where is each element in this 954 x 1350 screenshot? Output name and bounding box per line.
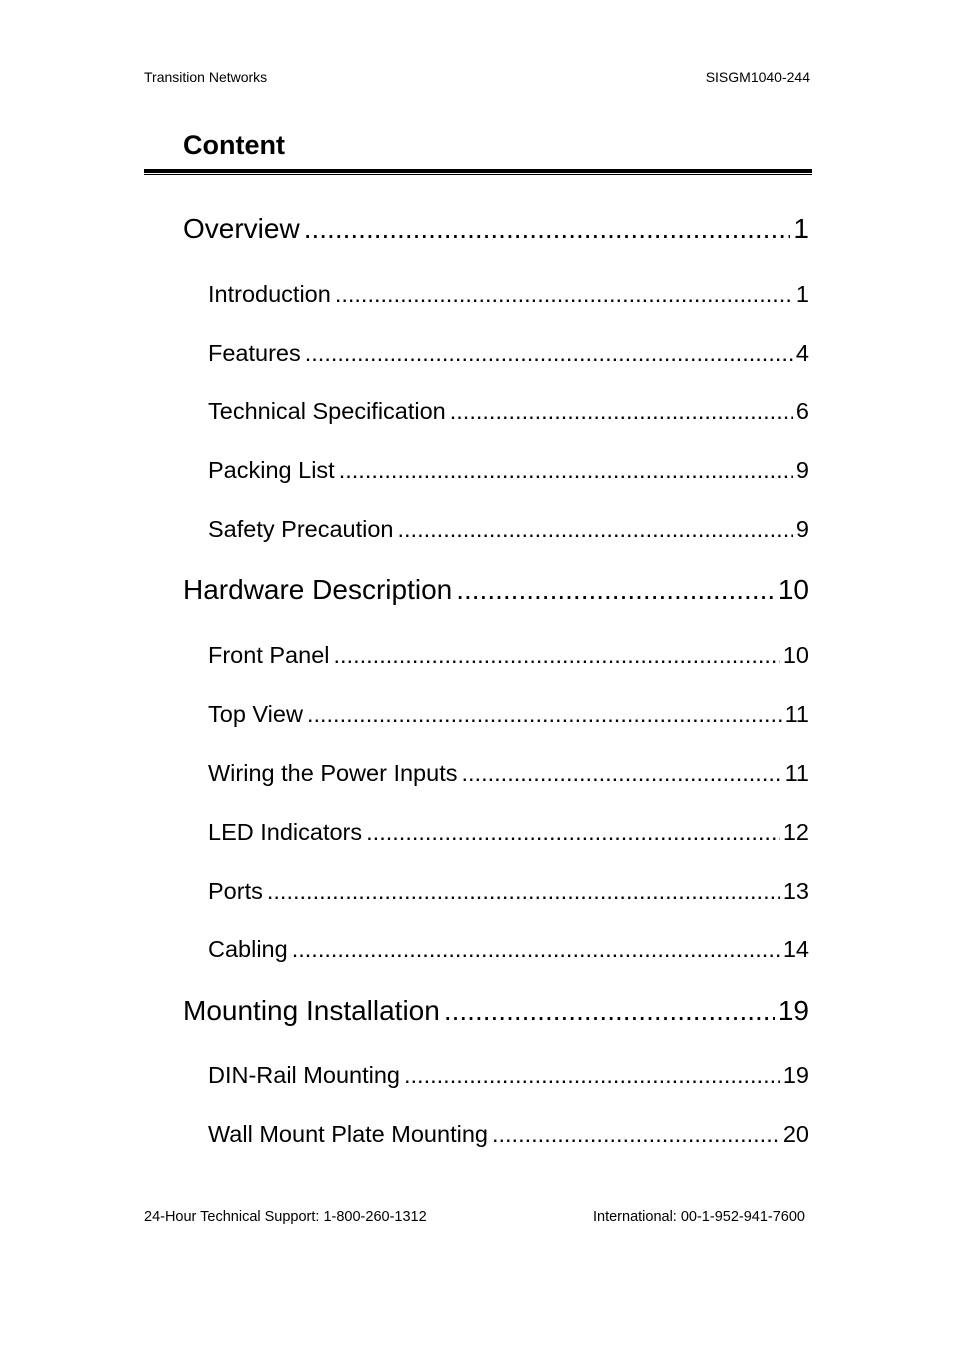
header-company: Transition Networks: [144, 69, 268, 85]
toc-page-number: 20: [782, 1121, 809, 1147]
toc-dot-leader: [292, 934, 780, 964]
toc-entry[interactable]: [208, 699, 809, 729]
toc-page-number: 10: [782, 642, 809, 668]
footer-international: International: 00-1-952-941-7600: [592, 1209, 805, 1225]
toc-label: Features: [208, 340, 301, 366]
toc-page-number: 12: [782, 819, 809, 845]
toc-label: Safety Precaution: [208, 516, 394, 542]
toc-page-number: 1: [793, 213, 809, 244]
toc-label: Top View: [208, 701, 303, 727]
toc-dot-leader: [267, 876, 780, 906]
toc-label: Wiring the Power Inputs: [208, 760, 458, 786]
toc-entry[interactable]: [208, 758, 809, 788]
toc-dot-leader: [461, 758, 781, 788]
toc-page-number: 19: [777, 995, 809, 1026]
footer-support: 24-Hour Technical Support: 1-800-260-1312: [144, 1209, 427, 1225]
toc-label: Cabling: [208, 936, 288, 962]
toc-page-number: 13: [782, 878, 809, 904]
toc-dot-leader: [492, 1119, 780, 1149]
toc-dot-leader: [444, 994, 775, 1028]
toc-entry[interactable]: [208, 1119, 809, 1149]
toc-page-number: 19: [782, 1062, 809, 1088]
toc-dot-leader: [333, 640, 779, 670]
toc-page-number: 6: [795, 398, 809, 424]
toc-entry[interactable]: [208, 640, 809, 670]
toc-section[interactable]: [183, 212, 809, 246]
toc-page-number: 11: [784, 701, 809, 727]
toc-page-number: 1: [795, 281, 809, 307]
toc-entry[interactable]: [208, 817, 809, 847]
toc-entry[interactable]: [208, 455, 809, 485]
toc-page-number: 9: [795, 516, 809, 542]
toc-section[interactable]: [183, 994, 809, 1028]
toc-label: Ports: [208, 878, 263, 904]
toc-dot-leader: [304, 212, 791, 246]
toc-label: Technical Specification: [208, 398, 446, 424]
toc-section[interactable]: [183, 573, 809, 607]
toc-label: Hardware Description: [183, 574, 453, 605]
toc-page-number: 11: [784, 760, 809, 786]
toc-label: Front Panel: [208, 642, 330, 668]
page-title: Content: [183, 130, 285, 160]
toc-page-number: 10: [777, 574, 809, 605]
toc-dot-leader: [404, 1060, 780, 1090]
toc-dot-leader: [450, 396, 793, 426]
toc-dot-leader: [456, 573, 775, 607]
toc-dot-leader: [366, 817, 780, 847]
toc-entry[interactable]: [208, 338, 809, 368]
toc-page-number: 14: [782, 936, 809, 962]
toc-label: Overview: [183, 213, 300, 244]
toc-entry[interactable]: [208, 279, 809, 309]
toc-label: DIN-Rail Mounting: [208, 1062, 400, 1088]
toc-dot-leader: [339, 455, 793, 485]
toc-page-number: 9: [795, 457, 809, 483]
toc-dot-leader: [398, 514, 793, 544]
toc-entry[interactable]: [208, 934, 809, 964]
toc-label: Wall Mount Plate Mounting: [208, 1121, 488, 1147]
toc-entry[interactable]: [208, 876, 809, 906]
toc-label: LED Indicators: [208, 819, 363, 845]
toc-entry[interactable]: [208, 1060, 809, 1090]
toc-label: Packing List: [208, 457, 335, 483]
toc-entry[interactable]: [208, 514, 809, 544]
toc-label: Introduction: [208, 281, 331, 307]
toc-dot-leader: [305, 338, 793, 368]
toc-page-number: 4: [795, 340, 809, 366]
header-model: SISGM1040-244: [705, 69, 810, 85]
toc-entry[interactable]: [208, 396, 809, 426]
toc-label: Mounting Installation: [183, 995, 440, 1026]
toc-dot-leader: [307, 699, 782, 729]
toc-dot-leader: [335, 279, 793, 309]
